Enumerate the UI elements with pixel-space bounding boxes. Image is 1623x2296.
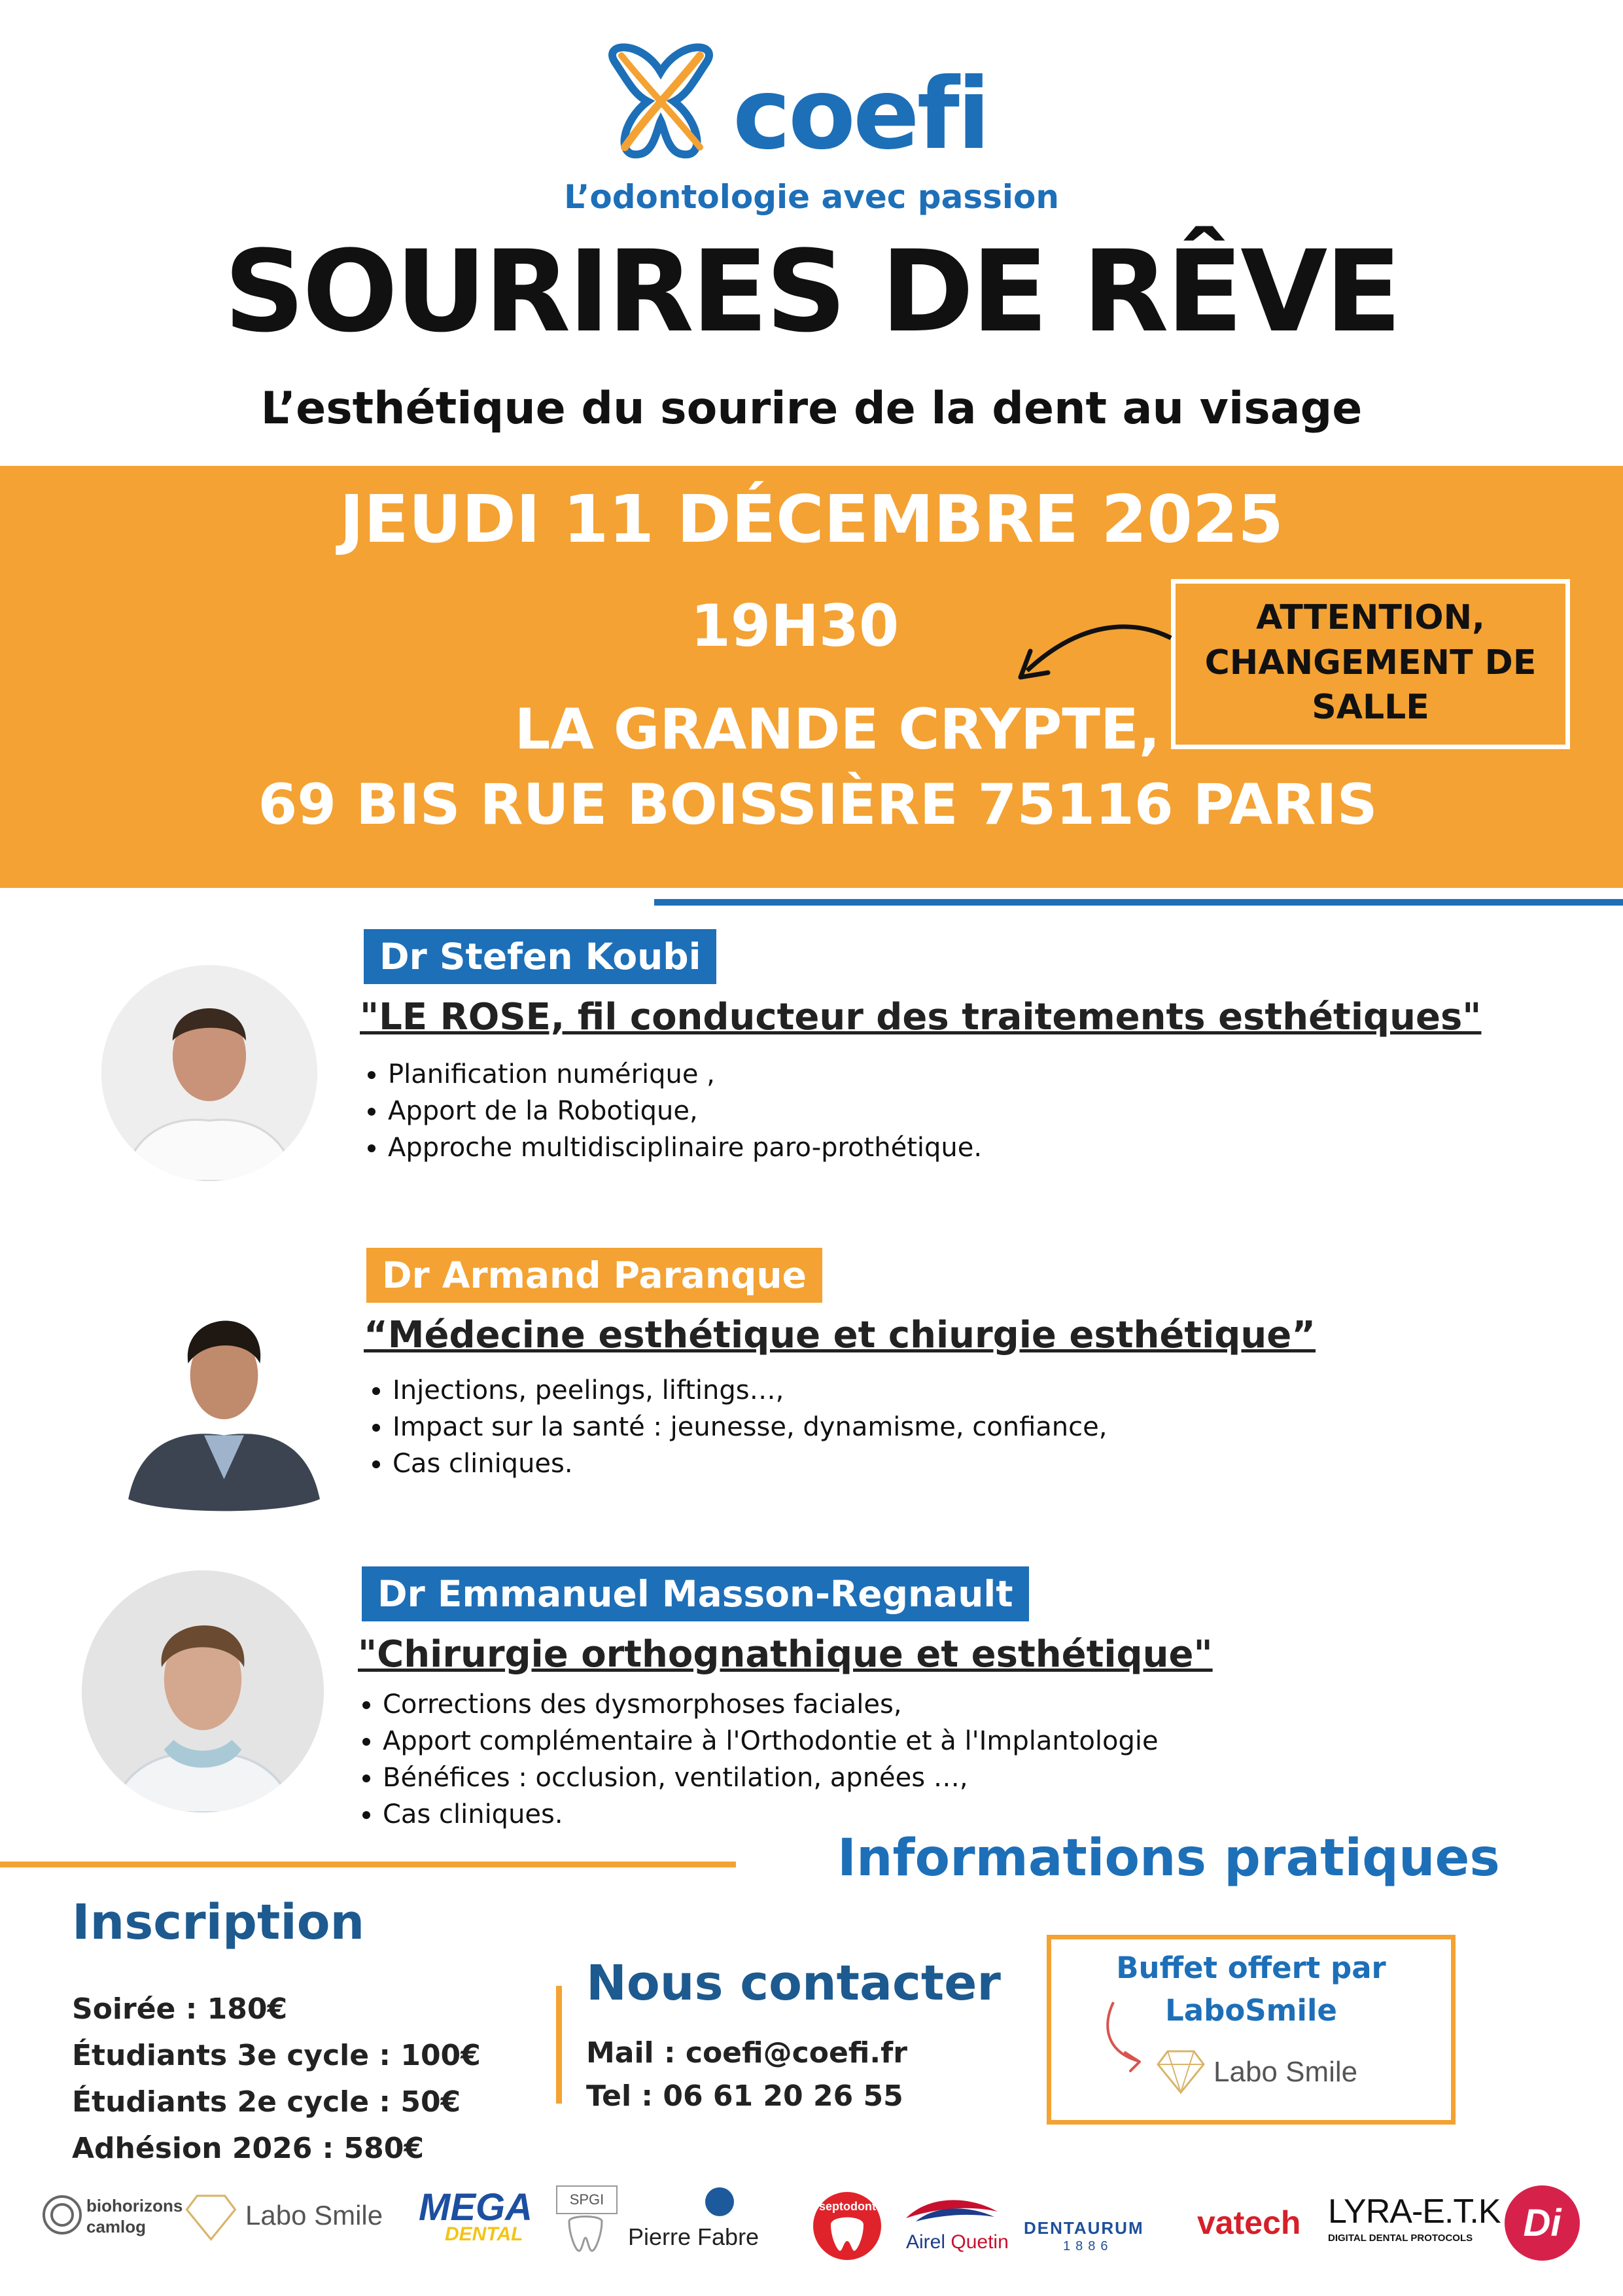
notice-line: ATTENTION,: [1256, 598, 1485, 637]
talk-title: "Chirurgie orthognathique et esthétique": [358, 1633, 1213, 1676]
divider: [654, 899, 1623, 906]
price-item: Adhésion 2026 : 580€: [72, 2132, 425, 2165]
inscription-title: Inscription: [72, 1894, 365, 1951]
speaker-name: Dr Armand Paranque: [366, 1248, 822, 1303]
talk-title: "LE ROSE, fil conducteur des traitements esthétiques": [360, 996, 1482, 1038]
buffet-line: Buffet offert par: [1116, 1951, 1386, 1985]
sponsor-text: LYRA-E.T.K: [1328, 2193, 1501, 2231]
venue-name: LA GRANDE CRYPTE,: [514, 697, 1161, 762]
page-subtitle: L’esthétique du sourire de la dent au visage: [260, 383, 1363, 434]
sponsor-text: 1886: [1063, 2239, 1113, 2253]
price-list: [72, 1986, 481, 2172]
buffet-line: LaboSmile: [1165, 1993, 1337, 2028]
sponsor-text: DENTAURUM: [1024, 2218, 1144, 2238]
speaker-name: Dr Emmanuel Masson-Regnault: [362, 1566, 1029, 1621]
sponsor-text: DIGITAL DENTAL PROTOCOLS: [1328, 2233, 1473, 2244]
coefi-logo-mark: [595, 36, 726, 167]
venue-address: 69 BIS RUE BOISSIÈRE 75116 PARIS: [258, 772, 1378, 838]
tooth-icon: [563, 2215, 608, 2254]
tagline: L’odontologie avec passion: [564, 178, 1059, 216]
sponsor-text: SPGI: [556, 2185, 618, 2214]
sponsor-text: Labo Smile: [245, 2200, 383, 2231]
list-item: • Approche multidisciplinaire paro-prothétique.: [388, 1129, 982, 1166]
page-title: SOURIRES DE RÊVE: [224, 226, 1399, 357]
sponsor-text: Airel Quetin: [906, 2231, 1009, 2253]
airel-quetin-icon: [903, 2192, 1001, 2228]
speaker-name: Dr Stefen Koubi: [364, 929, 716, 984]
curved-arrow-icon: [1099, 1999, 1151, 2074]
biohorizons-icon: [39, 2192, 85, 2238]
divider: [556, 1986, 562, 2104]
coefi-logo-text: coefi: [733, 58, 988, 171]
talk-points: [363, 1372, 1107, 1482]
event-date: JEUDI 11 DÉCEMBRE 2025: [340, 481, 1283, 557]
event-time: 19H30: [690, 592, 899, 660]
sponsor-text: Di: [1523, 2202, 1562, 2244]
list-item: • Impact sur la santé : jeunesse, dynamisme, confiance,: [393, 1409, 1107, 1445]
talk-points: [353, 1686, 1159, 1833]
talk-title: “Médecine esthétique et chiurgie esthétique”: [364, 1314, 1316, 1356]
contact-details: [586, 2032, 907, 2118]
list-item: • Injections, peelings, liftings…,: [393, 1372, 1107, 1409]
sponsor-text: biohorizons: [86, 2196, 183, 2216]
notice-line: CHANGEMENT DE: [1204, 643, 1537, 682]
diamond-icon: [180, 2185, 242, 2248]
price-item: Soirée : 180€: [72, 1992, 288, 2026]
talk-points: [358, 1056, 982, 1166]
list-item: • Corrections des dysmorphoses faciales,: [383, 1686, 1159, 1723]
sponsor-text: septodont: [819, 2200, 876, 2213]
divider: [0, 1862, 736, 1867]
price-item: Étudiants 2e cycle : 50€: [72, 2085, 461, 2119]
price-item: Étudiants 3e cycle : 100€: [72, 2039, 481, 2072]
di-logo: [1505, 2185, 1580, 2261]
speaker-photo: [101, 965, 317, 1181]
sponsor-text: DENTAL: [445, 2223, 523, 2245]
septodont-icon: [811, 2185, 883, 2270]
notice-line: SALLE: [1312, 688, 1429, 728]
contact-title: Nous contacter: [586, 1955, 1001, 2011]
curved-arrow-icon: [1007, 615, 1178, 694]
diamond-icon: [1151, 2041, 1210, 2100]
sponsor-text: MEGA: [419, 2186, 532, 2229]
notice-text: [1171, 595, 1570, 730]
list-item: • Planification numérique ,: [388, 1056, 982, 1093]
sponsor-strip: [39, 2185, 1603, 2277]
labosmile-logo: [1151, 2041, 1367, 2100]
speaker-photo: [124, 1279, 324, 1511]
sponsor-text: camlog: [86, 2217, 147, 2236]
contact-phone[interactable]: Tel : 06 61 20 26 55: [586, 2079, 903, 2113]
vatech-logo: vatech: [1197, 2204, 1301, 2241]
sponsor-text: Pierre Fabre: [628, 2223, 759, 2250]
contact-email[interactable]: Mail : coefi@coefi.fr: [586, 2036, 907, 2070]
speaker-photo: [82, 1570, 324, 1812]
list-item: • Cas cliniques.: [383, 1796, 1159, 1833]
list-item: • Apport de la Robotique,: [388, 1093, 982, 1129]
section-title: Informations pratiques: [837, 1829, 1500, 1888]
list-item: • Cas cliniques.: [393, 1445, 1107, 1482]
pierrefabre-icon: [703, 2185, 736, 2218]
labosmile-logo-text: Labo Smile: [1213, 2056, 1358, 2088]
list-item: • Bénéfices : occlusion, ventilation, apnées …,: [383, 1759, 1159, 1796]
list-item: • Apport complémentaire à l'Orthodontie et à l'Implantologie: [383, 1723, 1159, 1759]
